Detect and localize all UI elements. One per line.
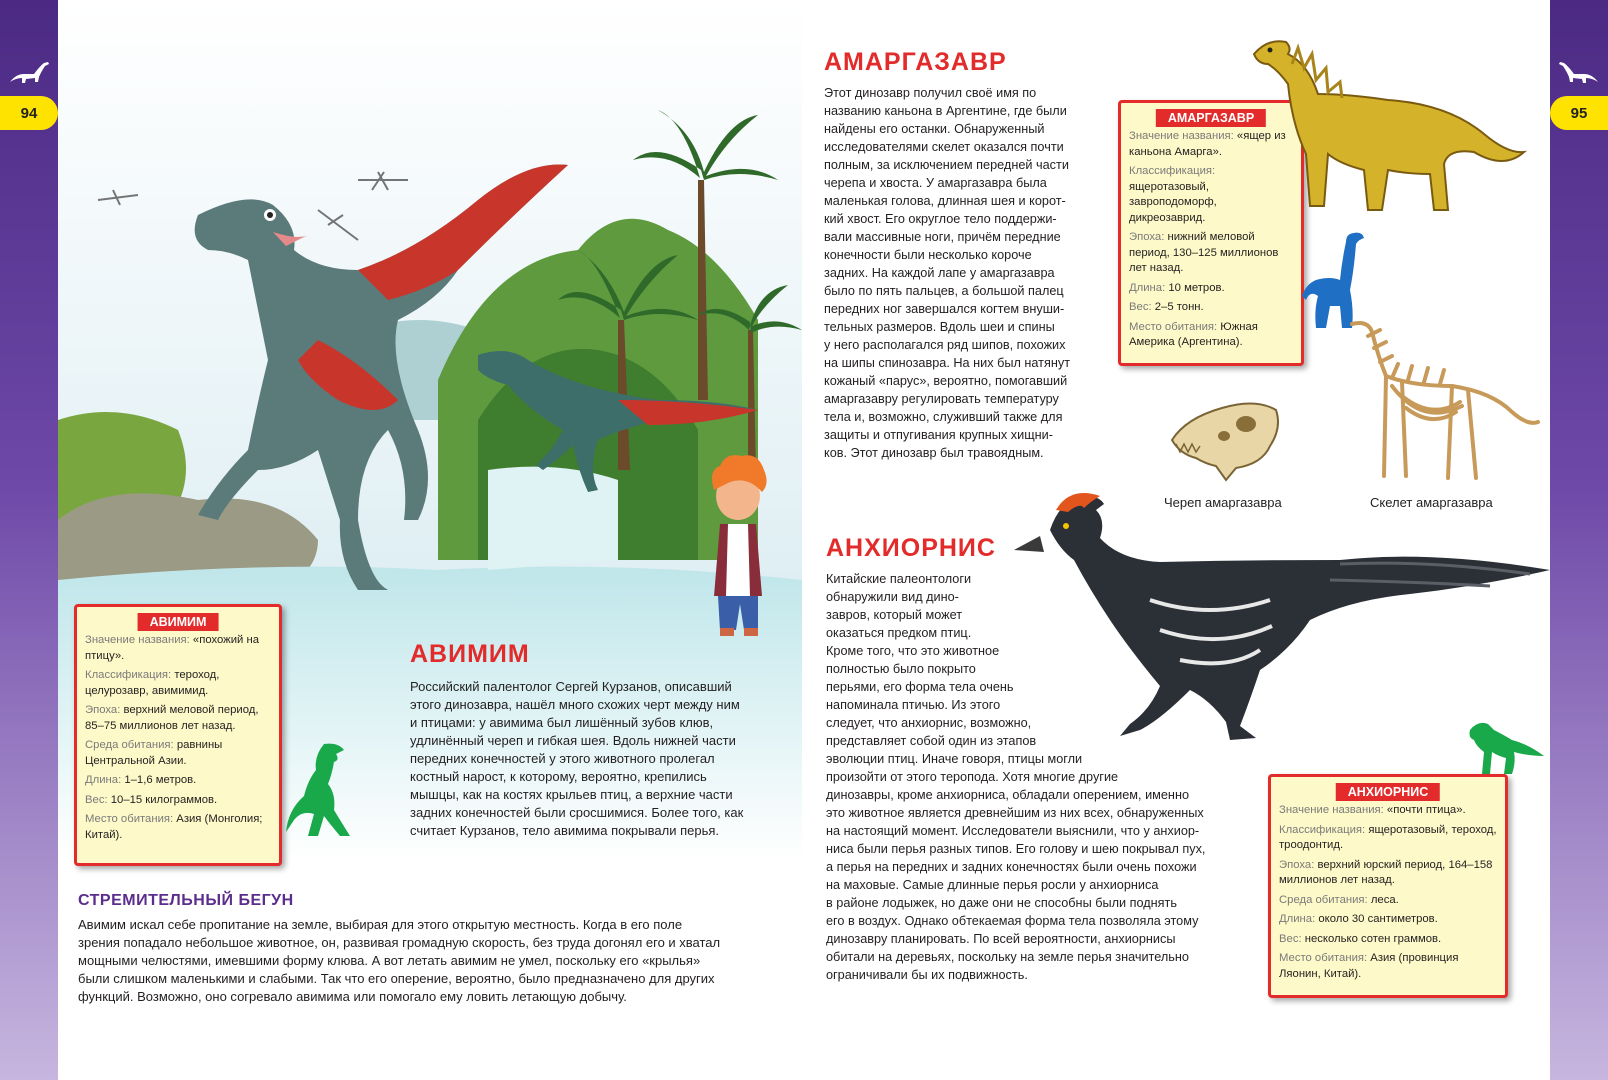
- avimim-text-line: считает Курзанов, тело авимима покрывали перья.: [410, 823, 719, 838]
- anchiornis-text-line: эволюции птиц. Иначе говоря, птицы могли: [826, 752, 1083, 766]
- anchiornis-text-line: динозавры, кроме анхиорниса, обладали оперением, именно: [826, 788, 1190, 802]
- amargasaurus-text-line: было по пять пальцев, а большой палец: [824, 284, 1064, 298]
- avimim-info-tag: АВИМИМ: [138, 613, 219, 631]
- anchiornis-text-line: на маховые. Самые длинные перья росли у анхиорниса: [826, 878, 1159, 892]
- info-row-name: Значение названия: «почти птица».: [1279, 804, 1466, 816]
- anchiornis-text-line: обнаружили вид дино-: [826, 590, 959, 604]
- anchiornis-text-line: динозавру планировать. По всей вероятности, анхиорнисы: [826, 932, 1176, 946]
- amargasaurus-text-line: кий хвост. Его округлое тело поддержи-: [824, 212, 1057, 226]
- info-row-era: Эпоха: верхний юрский период, 164–158 миллионов лет назад.: [1279, 858, 1493, 886]
- amargasaurus-text-line: амаргазавру регулировать температуру: [824, 392, 1059, 406]
- amargasaurus-text-line: маленькая голова, длинная шея и корот-: [824, 194, 1066, 208]
- avimim-text-line: удлинённый череп и гибкая шея. Вдоль нижней части: [410, 733, 736, 748]
- amargasaurus-text-line: защиты и отпугивания крупных хищни-: [824, 428, 1053, 442]
- skull-caption: Череп амаргазавра: [1164, 495, 1282, 510]
- anchiornis-text-line: его в воздух. Однако обтекаемая форма тела позволяла этому: [826, 914, 1199, 928]
- amargasaurus-text-line: названию каньона в Аргентине, где были: [824, 104, 1067, 118]
- amargasaurus-skull-illustration: [1166, 388, 1286, 488]
- amargasaurus-text-line: ков. Этот динозавр был травоядным.: [824, 446, 1044, 460]
- info-row-weight: Вес: 10–15 килограммов.: [85, 793, 218, 806]
- amargasaurus-text-line: кожаный «парус», вероятно, помогавший: [824, 374, 1068, 388]
- info-row-classification: Классификация: ящеротазовый, завроподоморф, дикреозаврид.: [1129, 165, 1217, 224]
- avimim-text-line: мышцы, как на костях крыльев птиц, а верхние части: [410, 787, 733, 802]
- amargasaurus-text-line: задних. На каждой лапе у амаргазавра: [824, 266, 1055, 280]
- amargasaurus-text-line: полным, за исключением передней части: [824, 158, 1069, 172]
- anchiornis-info-box: [1268, 774, 1508, 998]
- anchiornis-text-line: обитали на деревьях, поскольку на земле перья значительно: [826, 950, 1189, 964]
- amargasaurus-text-line: у него располагался ряд шипов, похожих: [824, 338, 1066, 352]
- amargasaurus-text: [824, 84, 1070, 462]
- skeleton-caption: Скелет амаргазавра: [1370, 495, 1493, 510]
- theropod-silhouette-icon: [284, 740, 354, 840]
- info-row-length: Длина: 1–1,6 метров.: [85, 774, 197, 786]
- amargasaurus-title: АМАРГАЗАВР: [824, 48, 1007, 76]
- info-row-location: Место обитания: Южная Америка (Аргентина).: [1129, 320, 1258, 348]
- sauropod-icon: [1556, 60, 1600, 86]
- anchiornis-info-tag: АНХИОРНИС: [1336, 783, 1440, 801]
- info-row-habitat: Среда обитания: леса.: [1279, 893, 1399, 906]
- sauropod-silhouette-icon: [1300, 230, 1370, 330]
- anchiornis-text-line: оказаться предком птиц.: [826, 626, 972, 640]
- anchiornis-text-line: произойти от этого теропода. Хотя многие другие: [826, 770, 1119, 784]
- left-side-band: [0, 0, 58, 1080]
- anchiornis-title: АНХИОРНИС: [826, 534, 996, 562]
- info-row-weight: Вес: 2–5 тонн.: [1129, 301, 1204, 313]
- amargasaurus-text-line: передних ног завершался когтем внуши-: [824, 302, 1065, 316]
- sauropod-icon: [8, 60, 52, 86]
- avimim-text-line: и птицами: у авимима был лишённый зубов клюв,: [410, 715, 714, 730]
- amargasaurus-text-line: вали массивные ноги, причём передние: [824, 230, 1061, 244]
- amargasaurus-text-line: тела и, возможно, служивший также для: [824, 410, 1063, 424]
- avimim-title: АВИМИМ: [410, 640, 530, 668]
- amargasaurus-illustration: [1248, 24, 1528, 224]
- info-row-location: Место обитания: Азия (провинция Ляонин, Китай).: [1279, 952, 1459, 980]
- runner-title: СТРЕМИТЕЛЬНЫЙ БЕГУН: [78, 892, 294, 909]
- info-row-classification: Классификация: ящеротазовый, тероход, троодонтид.: [1279, 823, 1497, 851]
- info-row-classification: Классификация: тероход, целурозавр, авимимид.: [85, 669, 220, 697]
- anchiornis-text-line: Китайские палеонтологи: [826, 572, 972, 586]
- info-row-weight: Вес: несколько сотен граммов.: [1279, 932, 1442, 945]
- info-row-era: Эпоха: верхний меловой период, 85–75 миллионов лет назад.: [85, 704, 259, 732]
- anchiornis-text-line: ниса были перья разных типов. Его голову и шею покрывал пух,: [826, 842, 1206, 856]
- page-number-left: 94: [0, 96, 58, 130]
- anchiornis-text-line: а перья на передних и задних конечностях были очень похожи: [826, 860, 1197, 874]
- runner-text-line: зрения попадало небольшое животное, он, развивая громадную скорость, без труда догонял его и хватал: [78, 935, 721, 950]
- amargasaurus-text-line: исследователями скелет оказался почти: [824, 140, 1064, 154]
- anchiornis-text-line: Кроме того, что это животное: [826, 644, 1000, 658]
- info-row-name: Значение названия: «ящер из каньона Амарга».: [1129, 130, 1286, 158]
- anchiornis-text-line: ограничивали бы их подвижность.: [826, 968, 1028, 982]
- runner-text-line: функций. Возможно, оно согревало авимима или помогало ему ловить летающую добычу.: [78, 989, 627, 1004]
- info-row-name: Значение названия: «похожий на птицу».: [85, 634, 259, 662]
- anchiornis-text-line: полностью было покрыто: [826, 662, 976, 676]
- avimim-text-line: задних конечностей были сросшимися. Более того, как: [410, 805, 744, 820]
- avimim-text-line: Российский палентолог Сергей Курзанов, описавший: [410, 679, 732, 694]
- anchiornis-text-line: завров, который может: [826, 608, 963, 622]
- avimim-info-box: [74, 604, 282, 866]
- info-row-era: Эпоха: нижний меловой период, 130–125 миллионов лет назад.: [1129, 231, 1279, 274]
- anchiornis-text-line: это животное является древнейшим из них всех, обнаруженных: [826, 806, 1204, 820]
- runner-text-line: были слишком маленькими и слабыми. Так что его оперение, вероятно, было предназначено для других: [78, 971, 715, 986]
- info-row-length: Длина: около 30 сантиметров.: [1279, 913, 1438, 925]
- amargasaurus-info-tag: АМАРГАЗАВР: [1156, 109, 1266, 127]
- amargasaurus-text-line: тельных размеров. Вдоль шеи и спины: [824, 320, 1055, 334]
- anchiornis-text-line: на настоящий момент. Исследователи выяснили, что у анхиор-: [826, 824, 1200, 838]
- info-row-length: Длина: 10 метров.: [1129, 281, 1225, 294]
- amargasaurus-text-line: на шипы спинозавра. На них был натянут: [824, 356, 1071, 370]
- anchiornis-text-line: в районе лодыжек, но даже они не способны были поднять: [826, 896, 1177, 910]
- amargasaurus-text-line: найдены его останки. Обнаруженный: [824, 122, 1045, 136]
- runner-text-line: мощными челюстями, имевшими форму клюва. А вот летать авимим не умел, поскольку его «крылья»: [78, 953, 701, 968]
- avimim-text-line: костный нарост, к которому, вероятно, крепились: [410, 769, 707, 784]
- theropod-silhouette-icon: [1462, 716, 1546, 776]
- runner-text: [78, 916, 720, 1006]
- amargasaurus-text-line: конечности были несколько короче: [824, 248, 1032, 262]
- info-row-location: Место обитания: Азия (Монголия; Китай).: [85, 813, 263, 841]
- anchiornis-text-line: следует, что анхиорнис, возможно,: [826, 716, 1032, 730]
- amargasaurus-text-line: черепа и хвоста. У амаргазавра была: [824, 176, 1047, 190]
- anchiornis-text-line: представляет собой один из этапов: [826, 734, 1037, 748]
- amargasaurus-text-line: Этот динозавр получил своё имя по: [824, 86, 1037, 100]
- page-number-right: 95: [1550, 96, 1608, 130]
- avimim-text-line: этого динозавра, нашёл много схожих черт между ним: [410, 697, 740, 712]
- avimim-text-line: передних конечностей у этого животного пролегал: [410, 751, 715, 766]
- anchiornis-text-line: перьями, его форма тела очень: [826, 680, 1014, 694]
- info-row-habitat: Среда обитания: равнины Центральной Азии.: [85, 739, 223, 767]
- runner-text-line: Авимим искал себе пропитание на земле, выбирая для этого открытую местность. Когда в его поле: [78, 917, 683, 932]
- avimim-text: [410, 678, 743, 840]
- anchiornis-text-line: напоминала птичью. Из этого: [826, 698, 1001, 712]
- amargasaurus-skeleton-illustration: [1332, 316, 1542, 486]
